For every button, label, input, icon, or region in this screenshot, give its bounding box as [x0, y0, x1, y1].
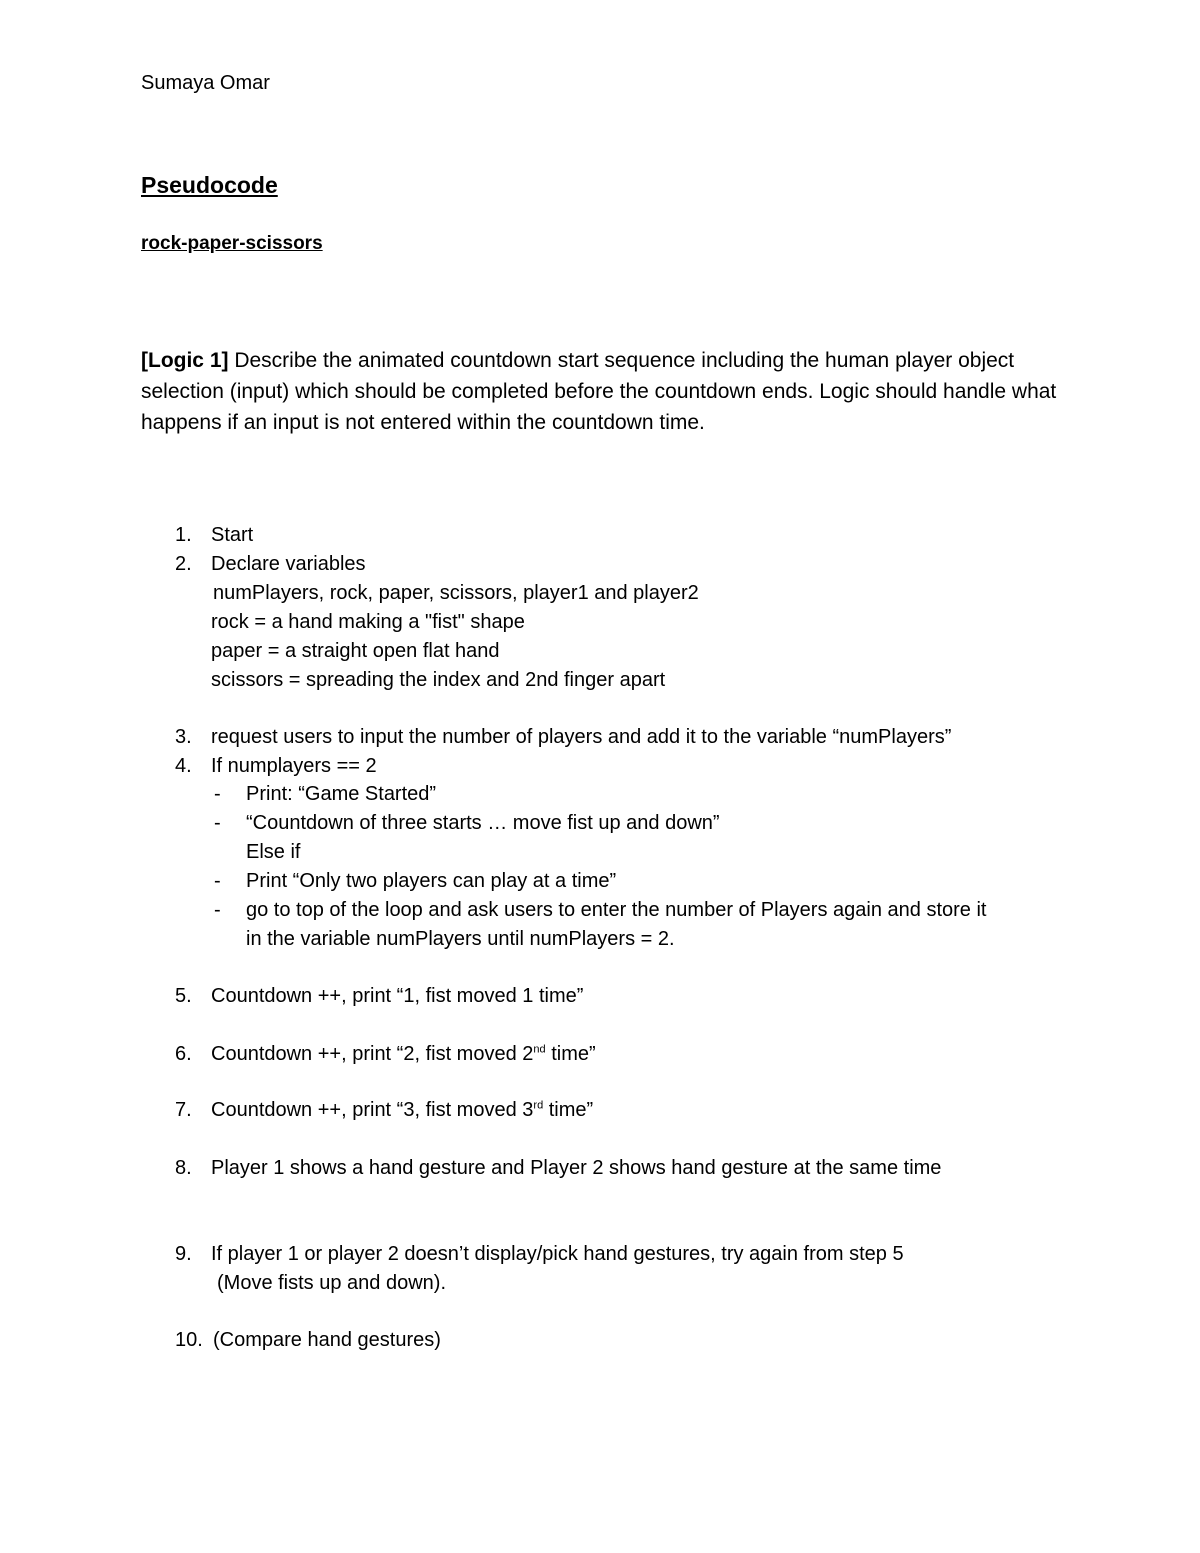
logic-description [141, 345, 1061, 438]
step-5-text: Countdown ++, print “1, fist moved 1 time” [211, 985, 584, 1007]
step-8-number: 8. [175, 1157, 192, 1179]
step-2-number: 2. [175, 553, 192, 575]
step-9-continuation: (Move fists up and down). [217, 1272, 446, 1294]
step-9-text: If player 1 or player 2 doesn’t display/pick hand gestures, try again from step 5 [211, 1243, 904, 1265]
step-2-rock: rock = a hand making a "fist" shape [211, 611, 525, 633]
page-subtitle: rock-paper-scissors [141, 233, 323, 254]
step-9-number: 9. [175, 1243, 192, 1265]
step-6-number: 6. [175, 1043, 192, 1065]
step-4-print-started: Print: “Game Started” [246, 783, 437, 805]
step-1-text: Start [211, 524, 254, 546]
bullet-dash: - [214, 812, 221, 834]
step-2-variables: numPlayers, rock, paper, scissors, player1 and player2 [213, 582, 699, 604]
step-4-loop-line2: in the variable numPlayers until numPlayers = 2. [246, 928, 675, 950]
step-4-number: 4. [175, 755, 192, 777]
step-6-text: Countdown ++, print “2, fist moved 2nd time” [211, 1043, 596, 1065]
step-7-number: 7. [175, 1099, 192, 1121]
step-4-loop-line1: go to top of the loop and ask users to enter the number of Players again and store it [246, 899, 987, 921]
step-2-scissors: scissors = spreading the index and 2nd finger apart [211, 669, 666, 691]
bullet-dash: - [214, 899, 221, 921]
step-8-text: Player 1 shows a hand gesture and Player 2 shows hand gesture at the same time [211, 1157, 942, 1179]
step-2-text: Declare variables [211, 553, 366, 575]
step-4-print-only-two: Print “Only two players can play at a time” [246, 870, 617, 892]
step-4-else-if: Else if [246, 841, 301, 863]
logic-text: Describe the animated countdown start sequence including the human player object selection (input) which should be completed before the countdown ends. Logic should handle what happens if an input is not entered within the countdown time. [141, 349, 1057, 434]
step-3-number: 3. [175, 726, 192, 748]
author-name: Sumaya Omar [141, 72, 270, 94]
logic-label: [Logic 1] [141, 349, 229, 372]
step-1-number: 1. [175, 524, 192, 546]
bullet-dash: - [214, 783, 221, 805]
step-7-text: Countdown ++, print “3, fist moved 3rd time” [211, 1099, 594, 1121]
step-10-number: 10. [175, 1329, 203, 1351]
step-5-number: 5. [175, 985, 192, 1007]
bullet-dash: - [214, 870, 221, 892]
step-4-countdown: “Countdown of three starts … move fist up and down” [246, 812, 720, 834]
step-4-text: If numplayers == 2 [211, 755, 377, 777]
page-title: Pseudocode [141, 172, 278, 198]
step-3-text: request users to input the number of players and add it to the variable “numPlayers” [211, 726, 952, 748]
step-2-paper: paper = a straight open flat hand [211, 640, 500, 662]
step-10-text: (Compare hand gestures) [213, 1329, 441, 1351]
